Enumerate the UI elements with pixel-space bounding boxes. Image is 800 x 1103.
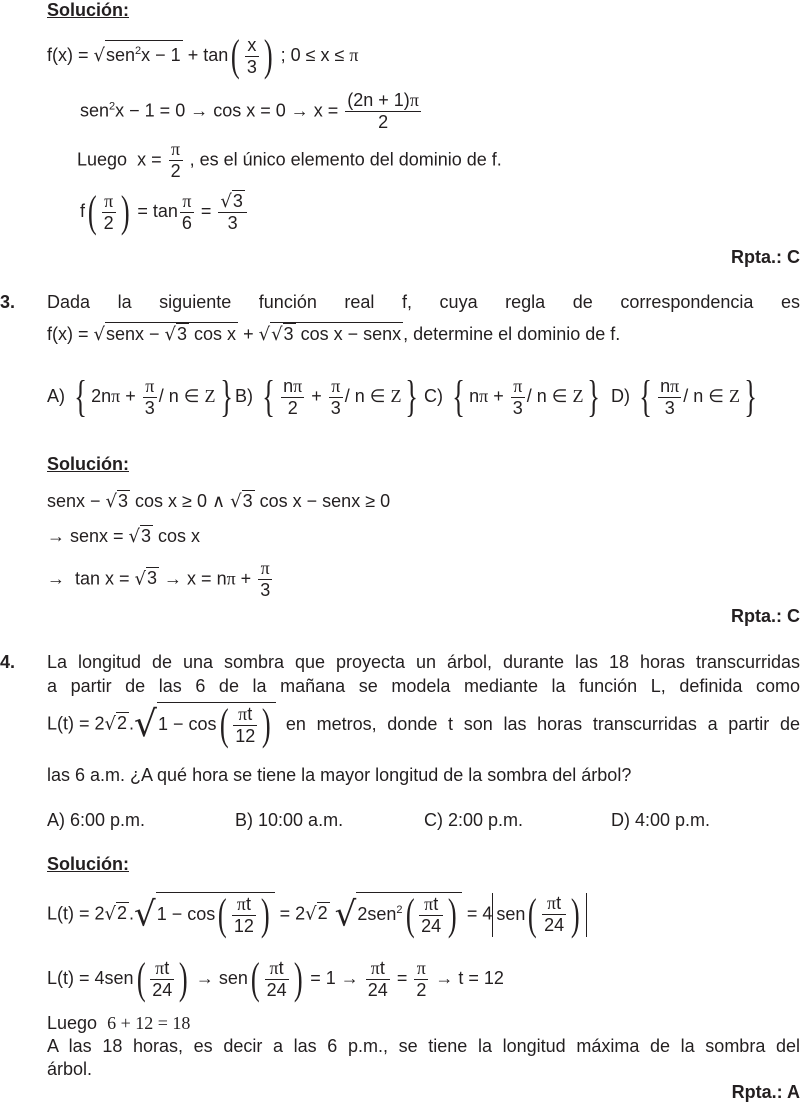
solution-heading: Solución: bbox=[47, 854, 129, 874]
question-text: las 6 a.m. ¿A qué hora se tiene la mayor longitud de la sombra del árbol? bbox=[47, 765, 632, 785]
solution-luego: Luego 6 + 12 = 18 bbox=[47, 1013, 191, 1033]
question-text: La longitud de una sombra que proyecta un árbol, durante las 18 horas transcurridas bbox=[47, 652, 800, 672]
function-evaluation: f( $\frac{\pi}{2}$ ) = tan $\frac{\pi}{6}$ = $\frac{√3}{3}$ bbox=[80, 190, 249, 234]
solution-heading: Solución: bbox=[47, 0, 129, 20]
solution-step: sen$^2$x − 1 = 0 → cos x = 0 → x = $\frac{(2n + 1)\pi}{2}$ bbox=[80, 90, 419, 132]
function-definition: f(x) = √sen$^2$x − 1 + tan( $\frac{x}{3}$ ) ; 0 ≤ x ≤ π bbox=[47, 31, 359, 80]
answer-label: Rpta.: A bbox=[731, 1082, 800, 1102]
solution-step: L(t) = 2√2 .√1 − cos( $\frac{\pi t}{12}$ ) = 2√2 √2sen$^2$( $\frac{\pi t}{24}$ ) = 4 sen( $\frac{\pi t}{24}$ ) bbox=[47, 892, 587, 937]
option-d[interactable]: D) { $\frac{n\pi}{3}$ / n ∈ Z} bbox=[611, 372, 757, 421]
solution-heading: Solución: bbox=[47, 454, 129, 474]
option-d[interactable]: D) 4:00 p.m. bbox=[611, 810, 711, 830]
option-a[interactable]: A) { 2nπ + $\frac{\pi}{3}$ / n ∈ Z} bbox=[47, 372, 233, 421]
question-function: f(x) = √senx − √3 cos x + √√3 cos x − senx , determine el dominio de f. bbox=[47, 324, 621, 345]
question-number: 4. bbox=[0, 652, 16, 672]
question-number: 3. bbox=[0, 292, 16, 312]
answer-label: Rpta.: C bbox=[731, 606, 800, 626]
question-text: Dada la siguiente función real f, cuya regla de correspondencia es bbox=[47, 292, 800, 312]
solution-conclusion: A las 18 horas, es decir a las 6 p.m., se tiene la longitud máxima de la sombra del bbox=[47, 1036, 800, 1056]
option-a[interactable]: A) 6:00 p.m. bbox=[47, 810, 146, 830]
solution-conclusion: árbol. bbox=[47, 1059, 93, 1079]
solution-step: L(t) = 4sen( $\frac{\pi t}{24}$ ) → sen( $\frac{\pi t}{24}$ ) = 1 → $\frac{\pi t}{24}$ = $\frac{\pi}{2}$ → t = 12 bbox=[47, 954, 504, 1003]
answer-label: Rpta.: C bbox=[731, 247, 800, 267]
option-b[interactable]: B) 10:00 a.m. bbox=[235, 810, 344, 830]
solution-conclusion: Luego x = $\frac{\pi}{2}$ , es el único elemento del dominio de f. bbox=[77, 139, 502, 181]
question-text: a partir de las 6 de la mañana se modela mediante la función L, definida como bbox=[47, 676, 800, 696]
solution-step: → senx = √3 cos x bbox=[47, 526, 201, 547]
option-b[interactable]: B) { $\frac{n\pi}{2}$ + $\frac{\pi}{3}$ / n ∈ Z} bbox=[235, 372, 419, 421]
option-c[interactable]: C) 2:00 p.m. bbox=[424, 810, 524, 830]
solution-step: senx − √3 cos x ≥ 0 ∧ √3 cos x − senx ≥ 0 bbox=[47, 491, 391, 512]
solution-step: → tan x = √3 → x = nπ + $\frac{\pi}{3}$ bbox=[47, 558, 271, 600]
question-function: L(t) = 2√2 .√1 − cos( $\frac{\pi t}{12}$ ) en metros, donde t son las horas transcurridas a partir de bbox=[47, 700, 800, 749]
option-c[interactable]: C) { nπ + $\frac{\pi}{3}$ / n ∈ Z} bbox=[424, 372, 601, 421]
